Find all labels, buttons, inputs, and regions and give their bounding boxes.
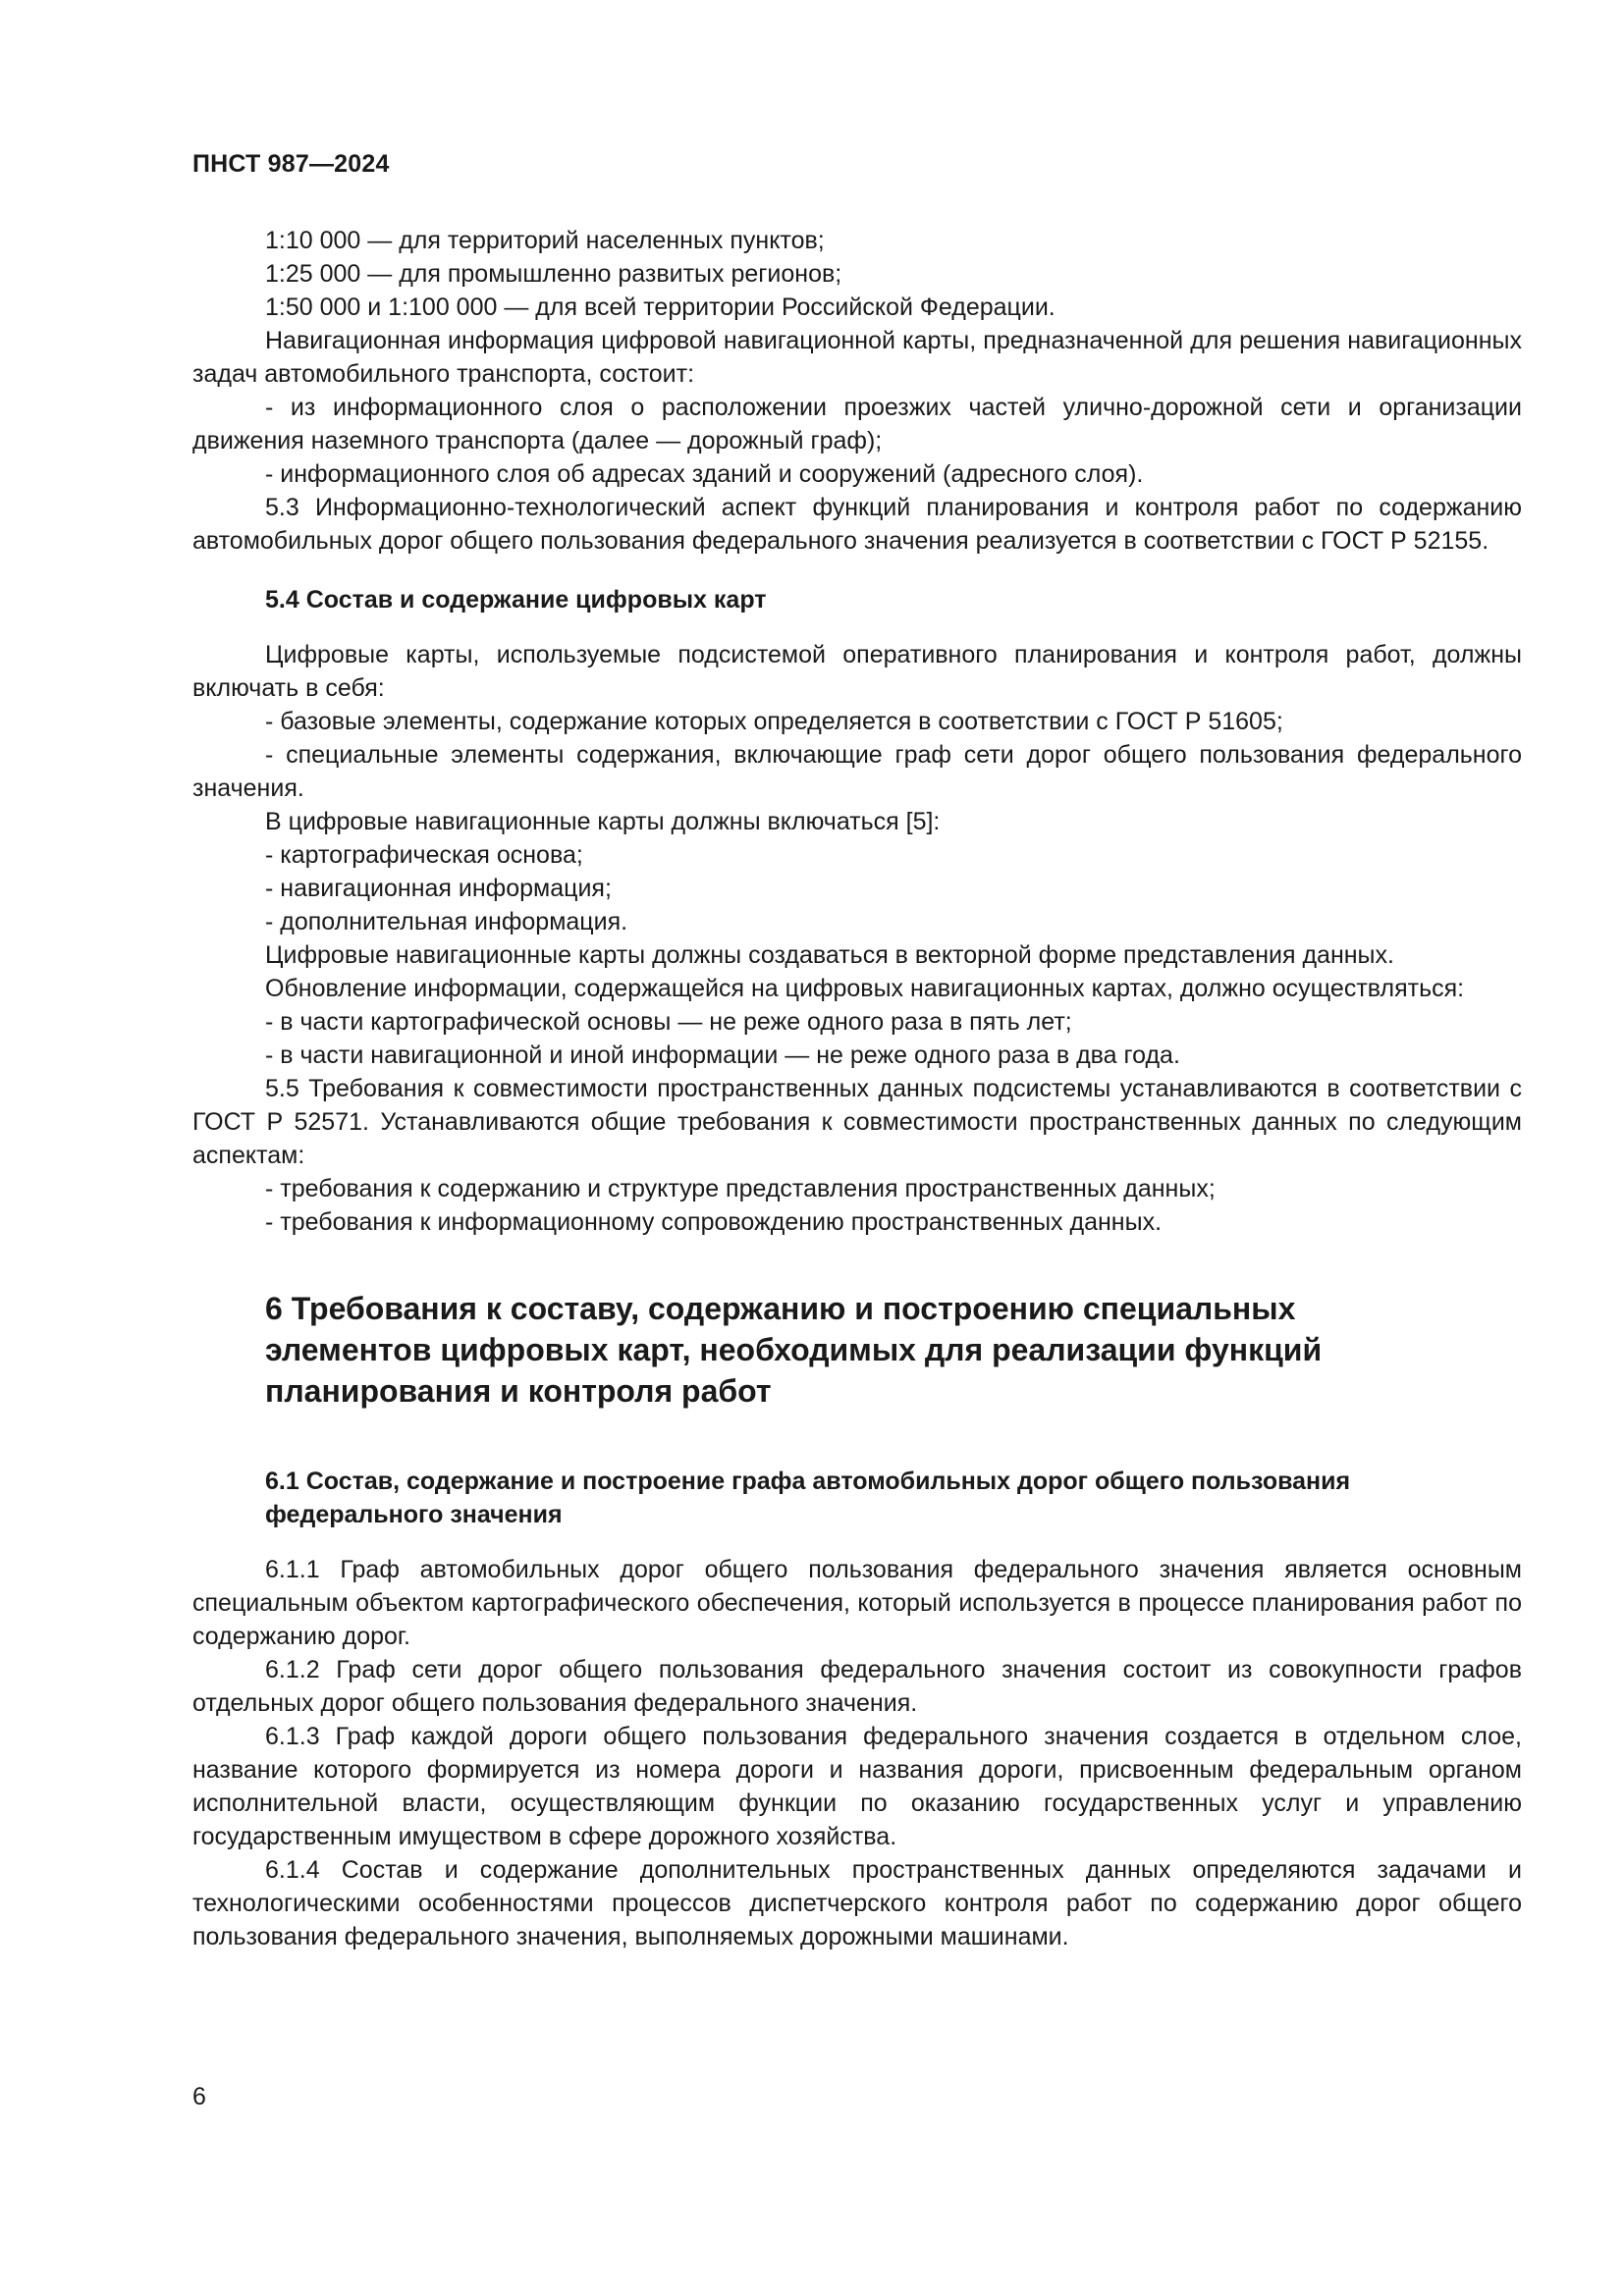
paragraph-6-1-2: 6.1.2 Граф сети дорог общего пользования федерального значения состоит из совокупности графов отдельных дорог общего пользования федерального значения. [192, 1656, 1522, 1717]
paragraph-6-1-3: 6.1.3 Граф каждой дороги общего пользования федерального значения создается в отдельном слое, название которого формируется из номера дороги и названия дороги, присвоенным федеральным органом исполнительной власти, осуществляющим функции по оказанию государственных услуг и управлению государственным имуществом в сфере дорожного хозяйства. [192, 1723, 1522, 1850]
paragraph-5-5-item-2: - требования к информационному сопровождению пространственных данных. [265, 1208, 1163, 1236]
paragraph-5-4-item-1: - базовые элементы, содержание которых определяется в соответствии с ГОСТ Р 51605; [265, 708, 1283, 735]
nav-maps-item-1: - картографическая основа; [265, 841, 583, 869]
update-item-2: - в части навигационной и иной информации — не реже одного раза в два года. [265, 1041, 1180, 1069]
nav-maps-item-3: - дополнительная информация. [265, 908, 628, 935]
update-item-1: - в части картографической основы — не реже одного раза в пять лет; [265, 1008, 1072, 1036]
paragraph-5-4-intro: Цифровые карты, используемые подсистемой оперативного планирования и контроля работ, должны включать в себя: [192, 641, 1522, 702]
section-6-heading: 6 Требования к составу, содержанию и построению специальных элементов цифровых карт, необходимых для реализации функций планирования и контроля работ [265, 1291, 1323, 1409]
paragraph-5-4-item-2: - специальные элементы содержания, включающие граф сети дорог общего пользования федерального значения. [192, 741, 1522, 802]
nav-info-item-2: - информационного слоя об адресах зданий и сооружений (адресного слоя). [265, 460, 1144, 488]
paragraph-5-3: 5.3 Информационно-технологический аспект функций планирования и контроля работ по содержанию автомобильных дорог общего пользования федерального значения реализуется в соответствии с ГОСТ Р 52155. [192, 494, 1522, 555]
paragraph-6-1-1: 6.1.1 Граф автомобильных дорог общего пользования федерального значения является основным специальным объектом картографического обеспечения, который используется в процессе планирования работ по содержанию дорог. [192, 1556, 1522, 1650]
page-content [192, 224, 1522, 1953]
nav-maps-intro: В цифровые навигационные карты должны включаться [5]: [265, 808, 941, 835]
heading-6-1: 6.1 Состав, содержание и построение графа автомобильных дорог общего пользования федерального значения [265, 1468, 1351, 1528]
paragraph-5-5: 5.5 Требования к совместимости пространственных данных подсистемы устанавливаются в соответствии с ГОСТ Р 52571. Устанавливаются общие требования к совместимости пространственных данных по следующим аспектам: [192, 1075, 1522, 1169]
vector-form-line: Цифровые навигационные карты должны создаваться в векторной форме представления данных. [265, 941, 1394, 969]
paragraph-6-1-4: 6.1.4 Состав и содержание дополнительных пространственных данных определяются задачами и технологическими особенностями процессов диспетчерского контроля работ по содержанию дорог общего пользования федерального значения, выполняемых дорожными машинами. [192, 1856, 1522, 1950]
nav-info-item-1: - из информационного слоя о расположении проезжих частей улично-дорожной сети и организации движения наземного транспорта (далее — дорожный граф); [192, 394, 1522, 454]
scale-line-2: 1:25 000 — для промышленно развитых регионов; [265, 260, 842, 288]
nav-maps-item-2: - навигационная информация; [265, 875, 612, 902]
nav-info-intro: Навигационная информация цифровой навигационной карты, предназначенной для решения навигационных задач автомобильного транспорта, состоит: [192, 327, 1522, 388]
scale-line-3: 1:50 000 и 1:100 000 — для всей территории Российской Федерации. [265, 294, 1056, 321]
heading-5-4: 5.4 Состав и содержание цифровых карт [265, 586, 767, 614]
document-code: ПНСТ 987—2024 [192, 150, 390, 178]
update-intro: Обновление информации, содержащейся на цифровых навигационных картах, должно осуществляться: [265, 975, 1465, 1002]
scale-line-1: 1:10 000 — для территорий населенных пунктов; [265, 227, 825, 254]
paragraph-5-5-item-1: - требования к содержанию и структуре представления пространственных данных; [265, 1175, 1216, 1202]
page-number: 6 [192, 2083, 206, 2110]
